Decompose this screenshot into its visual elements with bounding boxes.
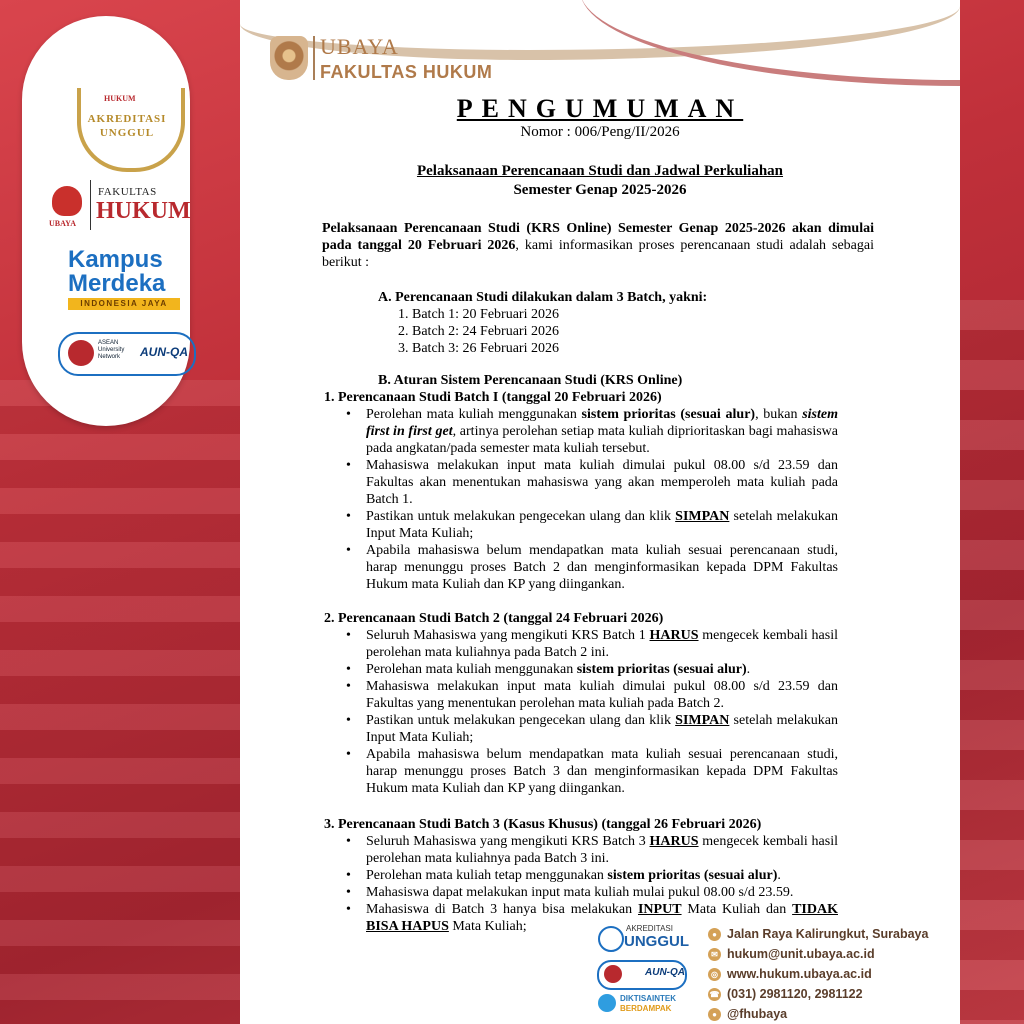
subject-line-2: Semester Genap 2025-2026 [513, 182, 687, 198]
email-icon: ✉ [708, 948, 721, 961]
aun-qa-label: AUN-QA [645, 967, 685, 978]
list-item: • Mahasiswa dapat melakukan input mata kuliah mulai pukul 08.00 s/d 23.59. [366, 884, 838, 901]
berdampak-label: BERDAMPAK [620, 1004, 672, 1013]
divider [90, 180, 91, 230]
header-divider [313, 36, 315, 80]
intro-paragraph: Pelaksanaan Perencanaan Studi (KRS Online) Semester Genap 2025-2026 akan dimulai pada tanggal 20 Februari 2026, kami informasikan proses perencanaan studi adalah sebagai berikut : [322, 221, 874, 270]
list-item: • Mahasiswa di Batch 3 hanya bisa melakukan INPUT Mata Kuliah dan TIDAK BISA HAPUS Mata Kuliah; [366, 901, 838, 935]
unggul-label: UNGGUL [624, 933, 689, 950]
contact-website[interactable]: ◎ www.hukum.ubaya.ac.id [708, 964, 872, 984]
list-item: • Pastikan untuk melakukan pengecekan ulang dan klik SIMPAN setelah melakukan Input Mata Kuliah; [366, 712, 838, 746]
list-item: • Perolehan mata kuliah tetap menggunakan sistem prioritas (sesuai alur). [366, 867, 838, 884]
aun-qa-label: AUN-QA [140, 345, 188, 359]
contact-phone[interactable]: ☎ (031) 2981120, 2981122 [709, 987, 863, 1001]
aun-qa-badge [58, 332, 196, 376]
contact-email[interactable]: ✉ hukum@unit.ubaya.ac.id [708, 944, 875, 964]
akreditasi-label: AKREDITASI [626, 924, 673, 933]
hukum-label: HUKUM [96, 198, 191, 224]
indonesia-jaya-label: INDONESIA JAYA [68, 298, 180, 310]
section-a-heading: A. Perencanaan Studi dilakukan dalam 3 Batch, yakni: [378, 290, 708, 305]
batch-list-item: 1. Batch 1: 20 Februari 2026 [398, 307, 559, 322]
list-item: • Pastikan untuk melakukan pengecekan ulang dan klik SIMPAN setelah melakukan Input Mata Kuliah; [366, 508, 838, 542]
fakultas-label: FAKULTAS [98, 186, 157, 198]
unggul-badge [598, 924, 689, 952]
subject-line-1: Pelaksanaan Perencanaan Studi dan Jadwal Perkuliahan [416, 163, 784, 179]
location-icon: ● [708, 928, 721, 941]
building-backdrop [0, 380, 240, 1024]
user-icon: ● [708, 1008, 721, 1021]
list-item: • Mahasiswa melakukan input mata kuliah dimulai pukul 08.00 s/d 23.59 dan Fakultas akan menentukan mahasiswa yang akan memperoleh mata kuliah pada Batch 1. [366, 457, 838, 508]
logo-panel [22, 16, 190, 426]
header-brand: UBAYA [320, 34, 399, 59]
asean-text: ASEAN University Network [98, 340, 125, 360]
batch3-heading: 3. Perencanaan Studi Batch 3 (Kasus Khusus) (tanggal 26 Februari 2026) [324, 817, 762, 832]
ubaya-emblem-icon [52, 186, 82, 216]
phone-icon: ☎ [709, 989, 720, 999]
diktisaintek-label: DIKTISAINTEK [620, 994, 676, 1003]
batch-list-item: 2. Batch 2: 24 Februari 2026 [398, 324, 559, 339]
asean-icon [604, 965, 622, 983]
aun-qa-footer-badge [597, 960, 687, 990]
page-title: PENGUMUMAN [456, 94, 744, 123]
contact-address: ● Jalan Raya Kalirungkut, Surabaya [708, 924, 928, 944]
accreditation-faculty: HUKUM [104, 94, 136, 103]
announcement-paper [240, 0, 960, 1024]
list-item: • Apabila mahasiswa belum mendapatkan mata kuliah sesuai perencanaan studi, harap menunggu proses Batch 3 dan menginformasikan kepada DPM Fakultas Hukum mata Kuliah dan KP yang diingankan. [366, 746, 838, 797]
globe-icon: ◎ [708, 968, 721, 981]
list-item: • Apabila mahasiswa belum mendapatkan mata kuliah sesuai perencanaan studi, harap menunggu proses Batch 2 dan menginformasikan kepada DPM Fakultas Hukum mata Kuliah dan KP yang diingankan. [366, 542, 838, 593]
document-number: Nomor : 006/Peng/II/2026 [520, 124, 680, 140]
building-backdrop-right [960, 300, 1024, 1024]
batch-list-item: 3. Batch 3: 26 Februari 2026 [398, 341, 559, 356]
batch2-heading: 2. Perencanaan Studi Batch 2 (tanggal 24 Februari 2026) [324, 611, 664, 626]
list-item: • Seluruh Mahasiswa yang mengikuti KRS Batch 1 HARUS mengecek kembali hasil perolehan mata kuliahnya pada Batch 2 ini. [366, 627, 838, 661]
ubaya-crest-icon [270, 36, 308, 80]
ubaya-label: UBAYA [49, 219, 76, 228]
contact-instagram[interactable]: ● @fhubaya [708, 1004, 787, 1024]
accreditation-icon [598, 926, 624, 952]
diktisaintek-icon [598, 994, 616, 1012]
list-item: • Perolehan mata kuliah menggunakan sistem prioritas (sesuai alur), bukan sistem first in first get, artinya perolehan setiap mata kuliah diprioritaskan bagi mahasiswa pada angkatan/pada semester mata kuliah tersebut. [366, 406, 838, 457]
accreditation-label: AKREDITASI UNGGUL [87, 113, 167, 139]
merdeka-label: Merdeka [68, 270, 166, 297]
list-item: • Perolehan mata kuliah menggunakan sistem prioritas (sesuai alur). [366, 661, 838, 678]
list-item: • Mahasiswa melakukan input mata kuliah dimulai pukul 08.00 s/d 23.59 dan Fakultas yang menentukan perolehan mata kuliah pada Batch 2. [366, 678, 838, 712]
list-item: • Seluruh Mahasiswa yang mengikuti KRS Batch 3 HARUS mengecek kembali hasil perolehan mata kuliahnya pada Batch 3 ini. [366, 833, 838, 867]
header-faculty: FAKULTAS HUKUM [320, 62, 493, 82]
kampus-label: Kampus [68, 246, 163, 273]
batch1-heading: 1. Perencanaan Studi Batch I (tanggal 20 Februari 2026) [324, 390, 662, 405]
asean-icon [68, 340, 94, 366]
section-b-heading: B. Aturan Sistem Perencanaan Studi (KRS Online) [378, 373, 683, 388]
